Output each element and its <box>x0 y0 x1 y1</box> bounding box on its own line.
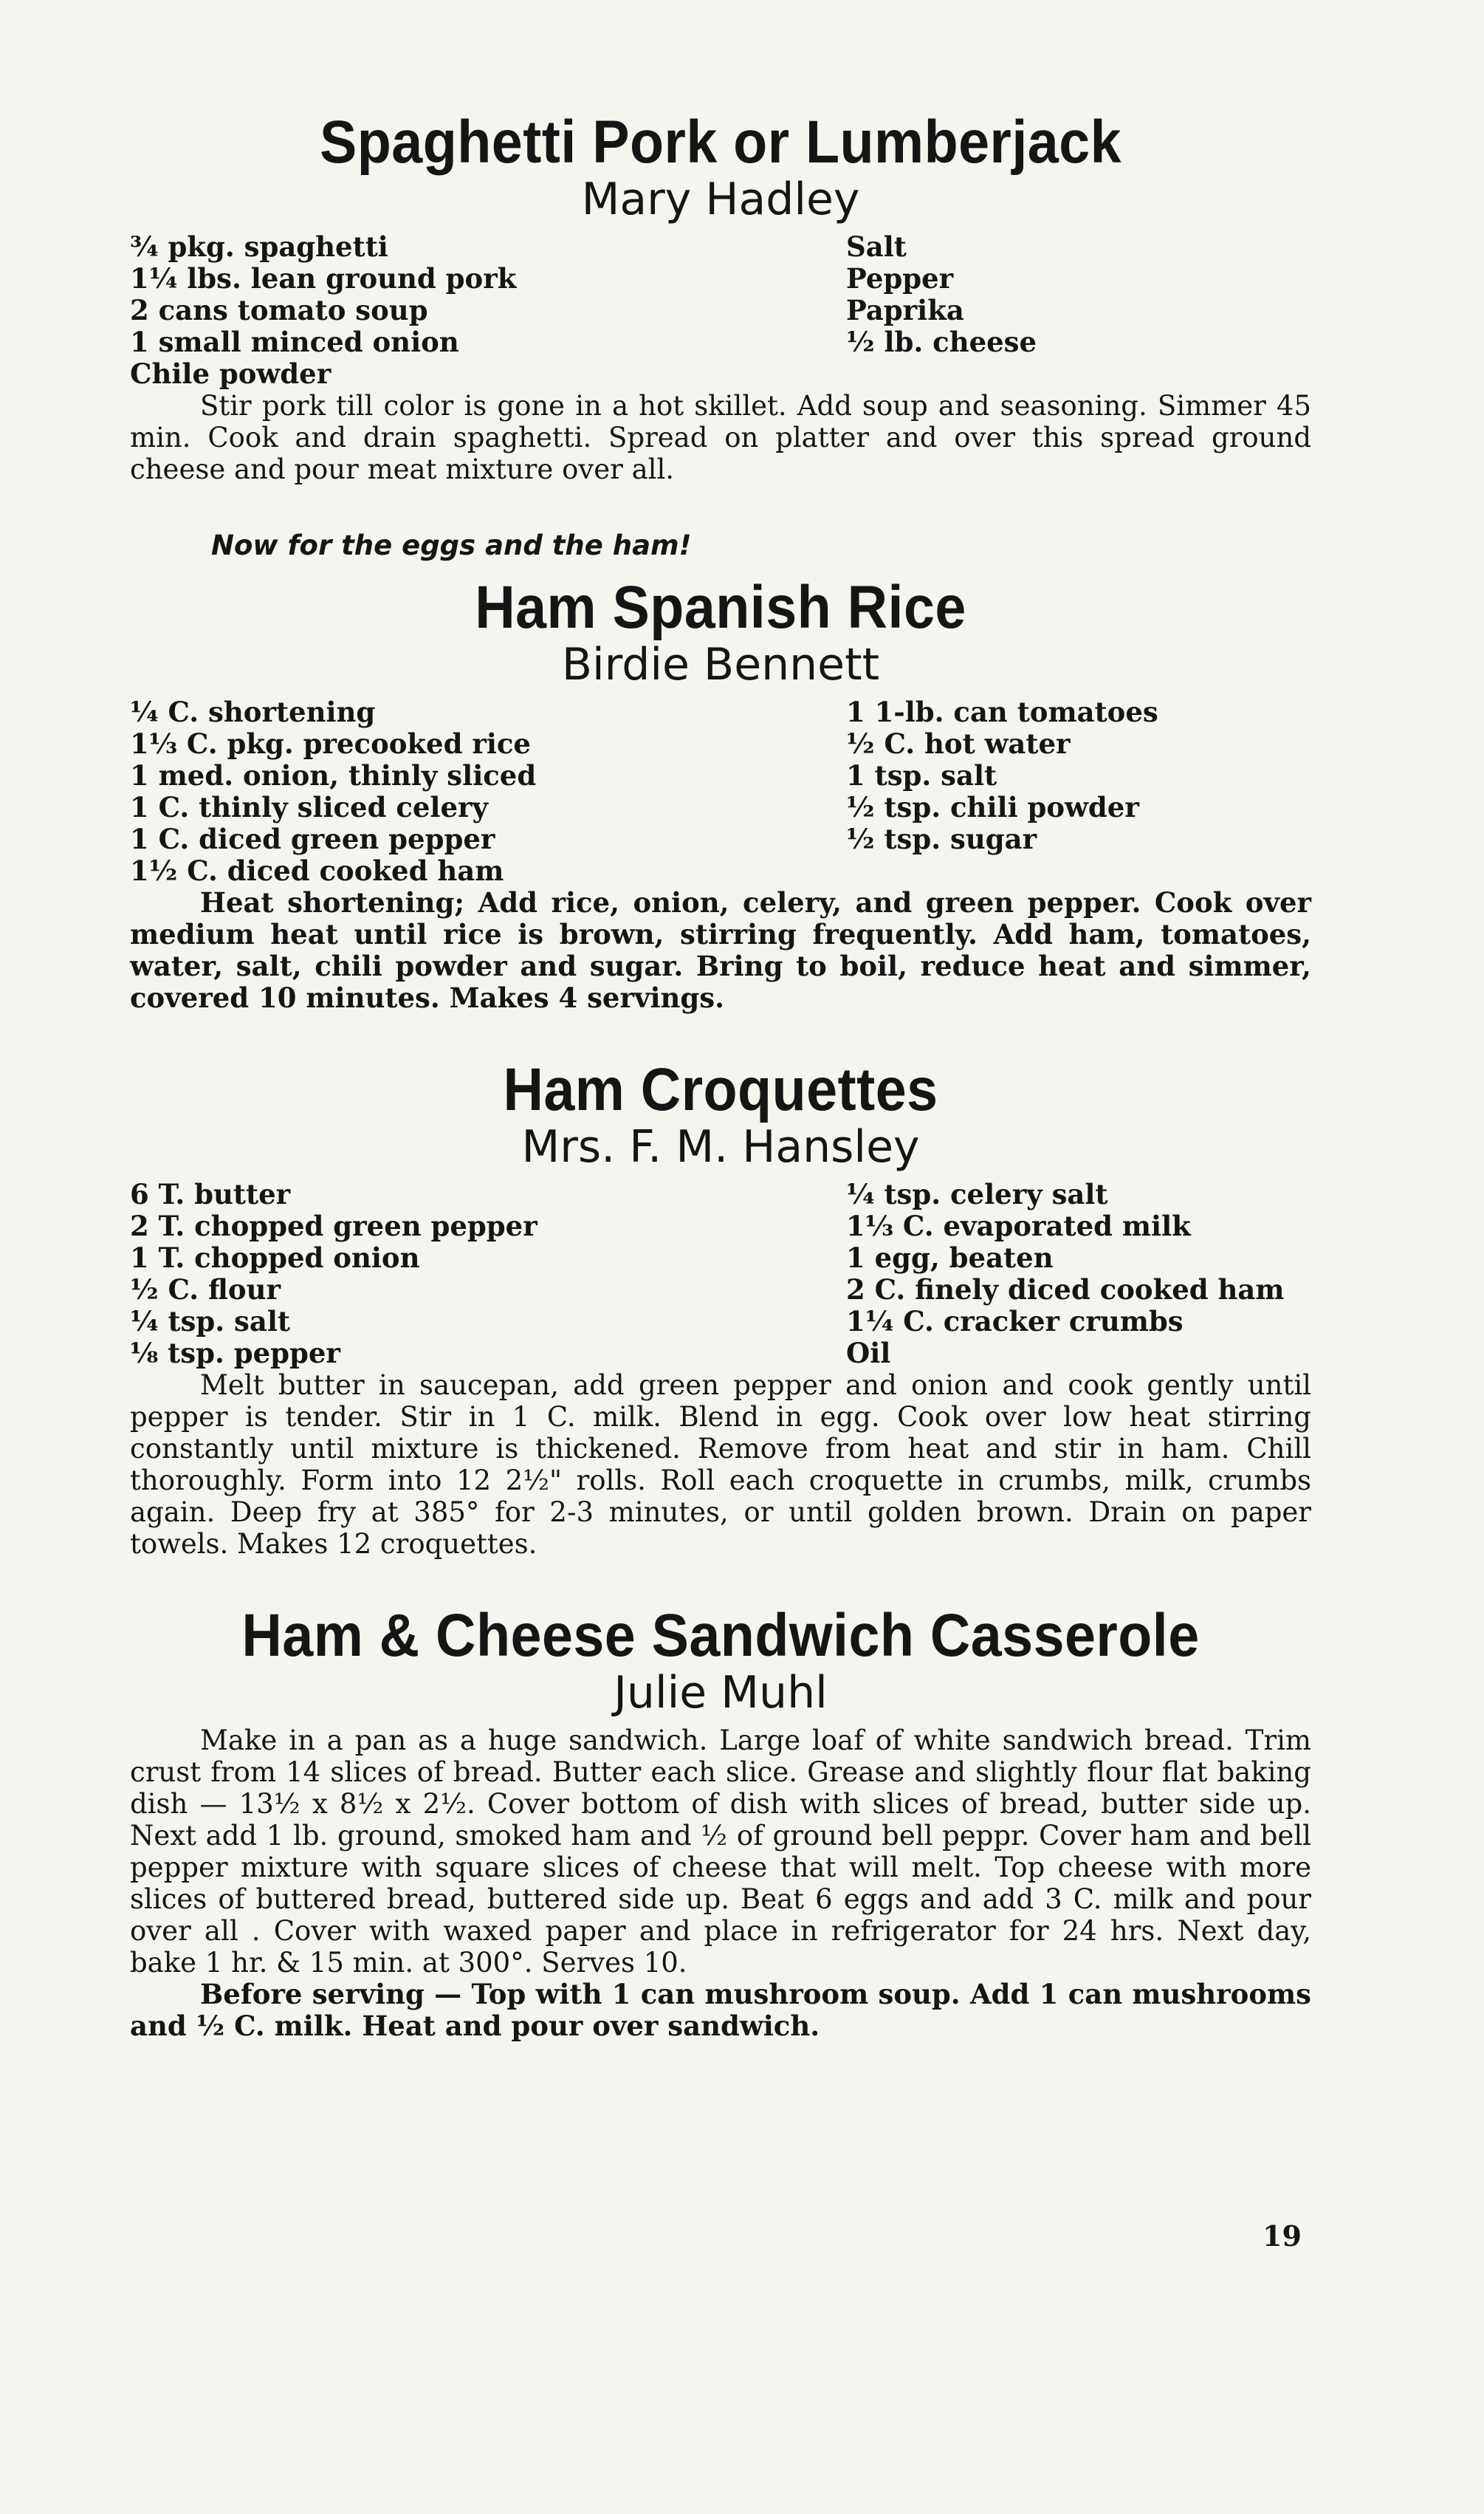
recipe-author: Julie Muhl <box>614 1667 828 1719</box>
ingredient: 1 C. thinly sliced celery <box>130 791 488 824</box>
recipe-directions: Stir pork till color is gone in a hot skillet. Add soup and seasoning. Simmer 45 min. Cook and drain spaghetti. Spread on platter and over this spread ground cheese and pour meat mixture over all. <box>130 390 1311 486</box>
ingredient: ¼ tsp. salt <box>130 1305 290 1338</box>
ingredient-column-left <box>130 1179 721 1369</box>
recipe-ham-cheese-casserole <box>130 1604 1311 2042</box>
recipe-title: Ham & Cheese Sandwich Casserole <box>241 1602 1200 1670</box>
ingredient: 1 egg, beaten <box>846 1241 1054 1275</box>
ingredient: 1 1-lb. can tomatoes <box>846 696 1158 729</box>
ingredient: ½ C. hot water <box>846 727 1071 761</box>
ingredient: 1 med. onion, thinly sliced <box>130 759 537 792</box>
ingredient: Chile powder <box>130 357 332 391</box>
ingredient: Pepper <box>846 262 954 295</box>
recipe-author: Birdie Bennett <box>561 639 880 691</box>
ingredient: ½ tsp. sugar <box>846 823 1037 856</box>
ingredient: ¼ tsp. celery salt <box>846 1178 1108 1211</box>
section-note: Now for the eggs and the ham! <box>211 530 692 562</box>
ingredient: ½ C. flour <box>130 1273 281 1306</box>
ingredient: 1¼ C. cracker crumbs <box>846 1305 1184 1338</box>
ingredient-list <box>130 696 1311 887</box>
ingredient-column-left <box>130 231 721 390</box>
recipe-ham-spanish-rice <box>130 576 1311 1014</box>
ingredient: 2 cans tomato soup <box>130 294 428 327</box>
ingredient: ¾ pkg. spaghetti <box>130 230 388 264</box>
ingredient: 1 T. chopped onion <box>130 1241 420 1275</box>
ingredient: Salt <box>846 230 907 264</box>
ingredient-column-right <box>721 696 1311 887</box>
ingredient: 2 C. finely diced cooked ham <box>846 1273 1285 1306</box>
recipe-spaghetti-pork <box>130 111 1311 485</box>
ingredient: 1 small minced onion <box>130 326 459 359</box>
ingredient: 1¼ lbs. lean ground pork <box>130 262 517 295</box>
ingredient: 2 T. chopped green pepper <box>130 1210 537 1243</box>
ingredient: 6 T. butter <box>130 1178 291 1211</box>
recipe-title: Ham Croquettes <box>503 1056 938 1124</box>
ingredient-column-right <box>721 1179 1311 1369</box>
ingredient: 1 C. diced green pepper <box>130 823 495 856</box>
recipe-serving-note: Before serving — Top with 1 can mushroom soup. Add 1 can mushrooms and ½ C. milk. Heat and pour over sandwich. <box>130 1978 1311 2043</box>
ingredient: 1⅓ C. pkg. precooked rice <box>130 727 531 761</box>
ingredient-list <box>130 1179 1311 1369</box>
recipe-directions: Make in a pan as a huge sandwich. Large loaf of white sandwich bread. Trim crust from 14 slices of bread. Butter each slice. Grease and slightly flour flat baking dish — 13½ x 8½ x 2½. Cover bottom of dish with slices of bread, butter side up. Next add 1 lb. ground, smoked ham and ½ of ground bell peppr. Cover ham and bell pepper mixture with square slices of cheese that will melt. Top cheese with more slices of buttered bread, buttered side up. Beat 6 eggs and add 3 C. milk and pour over all . Cover with waxed paper and place in refrigerator for 24 hrs. Next day, bake 1 hr. & 15 min. at 300°. Serves 10. <box>130 1724 1311 1979</box>
recipe-directions: Melt butter in saucepan, add green pepper and onion and cook gently until pepper is tender. Stir in 1 C. milk. Blend in egg. Cook over low heat stirring constantly until mixture is thickened. Remove from heat and stir in ham. Chill thoroughly. Form into 12 2½" rolls. Roll each croquette in crumbs, milk, crumbs again. Deep fry at 385° for 2-3 minutes, or until golden brown. Drain on paper towels. Makes 12 croquettes. <box>130 1369 1311 1561</box>
ingredient: Paprika <box>846 294 964 327</box>
recipe-directions: Heat shortening; Add rice, onion, celery, and green pepper. Cook over medium heat until rice is brown, stirring frequently. Add ham, tomatoes, water, salt, chili powder and sugar. Bring to boil, reduce heat and simmer, covered 10 minutes. Makes 4 servings. <box>130 886 1311 1015</box>
ingredient: ⅛ tsp. pepper <box>130 1337 340 1370</box>
recipe-title: Spaghetti Pork or Lumberjack <box>319 109 1122 176</box>
ingredient-list <box>130 231 1311 390</box>
recipe-title: Ham Spanish Rice <box>475 574 966 642</box>
ingredient: ½ lb. cheese <box>846 326 1037 359</box>
page-content <box>130 111 1311 2086</box>
recipe-author: Mrs. F. M. Hansley <box>521 1121 920 1174</box>
recipe-ham-croquettes <box>130 1058 1311 1560</box>
ingredient: 1⅓ C. evaporated milk <box>846 1210 1191 1243</box>
ingredient: 1 tsp. salt <box>846 759 997 792</box>
ingredient: Oil <box>846 1337 891 1370</box>
recipe-author: Mary Hadley <box>581 174 860 226</box>
page-number: 19 <box>1263 2219 1302 2253</box>
ingredient: ½ tsp. chili powder <box>846 791 1139 824</box>
ingredient-column-left <box>130 696 721 887</box>
ingredient-column-right <box>721 231 1311 390</box>
ingredient: ¼ C. shortening <box>130 696 376 729</box>
ingredient: 1½ C. diced cooked ham <box>130 854 504 888</box>
